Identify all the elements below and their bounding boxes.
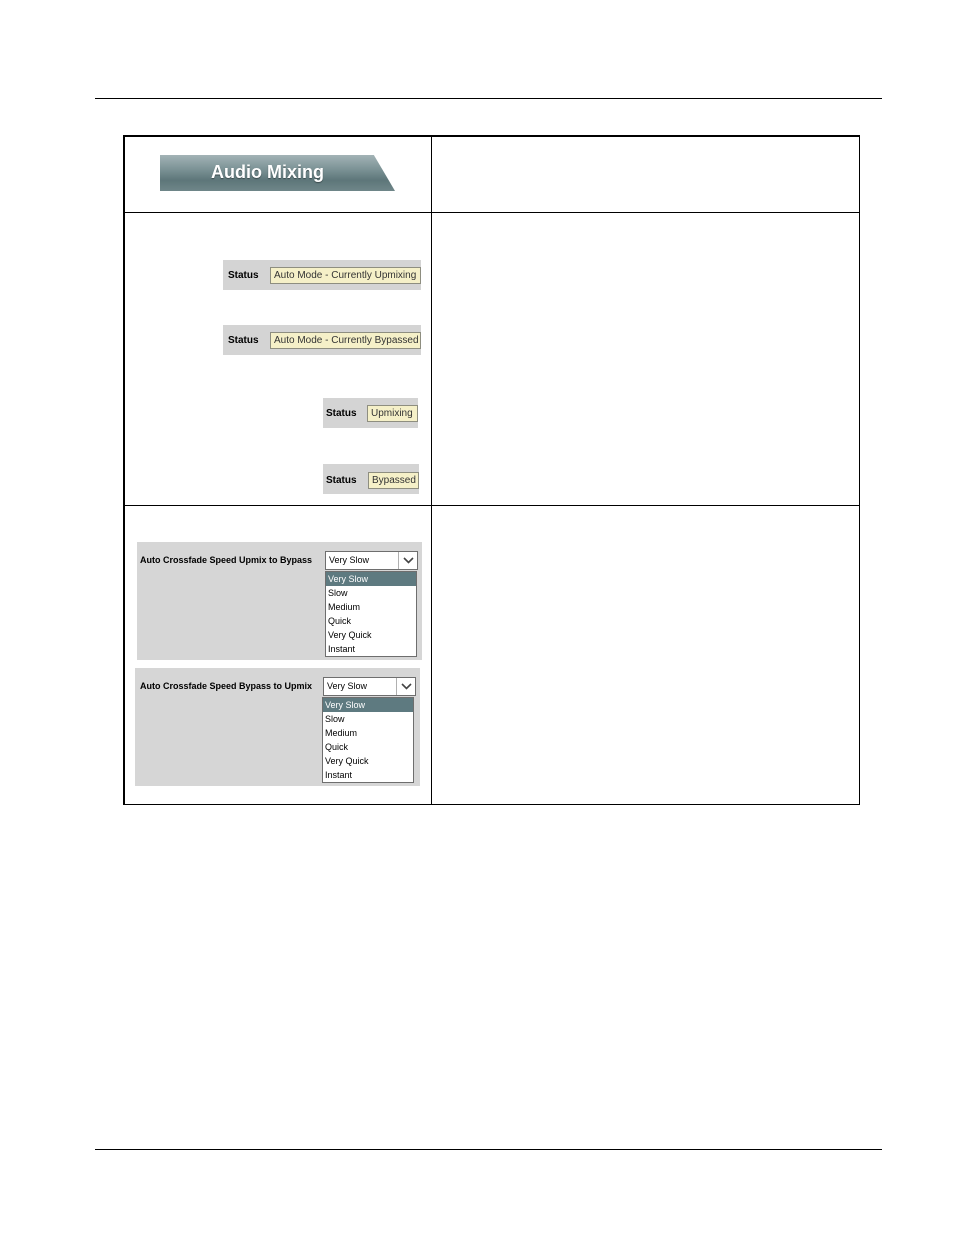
- status-label: Status: [228, 335, 259, 346]
- crossfade-upmix-to-bypass-options: [325, 571, 417, 657]
- option-instant[interactable]: Instant: [328, 644, 356, 654]
- option-very-slow[interactable]: Very Slow: [326, 572, 416, 586]
- crossfade-bypass-to-upmix-panel: [135, 668, 420, 786]
- status-label: Status: [326, 408, 357, 419]
- table-row-divider: [123, 212, 860, 213]
- crossfade-bypass-to-upmix-select[interactable]: [323, 677, 416, 696]
- footer-rule: [95, 1149, 882, 1150]
- status-value-field: Auto Mode - Currently Upmixing: [270, 267, 421, 284]
- crossfade-bypass-to-upmix-options: [322, 697, 414, 783]
- status-value-field: Upmixing: [367, 405, 418, 422]
- crossfade-upmix-to-bypass-select[interactable]: [325, 551, 418, 570]
- chevron-down-icon[interactable]: [396, 678, 415, 695]
- chevron-down-icon[interactable]: [398, 552, 417, 569]
- status-value-field: Auto Mode - Currently Bypassed: [270, 332, 421, 349]
- status-label: Status: [326, 475, 357, 486]
- table-column-divider: [431, 135, 432, 805]
- status-display: [223, 325, 421, 355]
- crossfade-upmix-to-bypass-label: Auto Crossfade Speed Upmix to Bypass: [140, 555, 313, 565]
- crossfade-upmix-to-bypass-panel: [137, 542, 422, 660]
- table-row-divider: [123, 505, 860, 506]
- option-instant[interactable]: Instant: [325, 770, 353, 780]
- option-medium[interactable]: Medium: [328, 602, 361, 612]
- option-quick[interactable]: Quick: [325, 742, 349, 752]
- status-label: Status: [228, 270, 259, 281]
- option-very-quick[interactable]: Very Quick: [328, 630, 372, 640]
- crossfade-bypass-to-upmix-label: Auto Crossfade Speed Bypass to Upmix: [140, 681, 313, 691]
- option-quick[interactable]: Quick: [328, 616, 352, 626]
- status-value-field: Bypassed: [368, 472, 419, 489]
- option-slow[interactable]: Slow: [325, 714, 345, 724]
- status-display: [223, 260, 421, 290]
- selected-value: Very Slow: [329, 555, 370, 565]
- header-rule: [95, 98, 882, 99]
- status-display: [323, 464, 419, 494]
- option-very-slow[interactable]: Very Slow: [323, 698, 413, 712]
- option-medium[interactable]: Medium: [325, 728, 358, 738]
- option-slow[interactable]: Slow: [328, 588, 348, 598]
- option-very-quick[interactable]: Very Quick: [325, 756, 369, 766]
- selected-value: Very Slow: [327, 681, 368, 691]
- status-display: [323, 398, 418, 428]
- audio-mixing-tab-label: Audio Mixing: [211, 162, 324, 182]
